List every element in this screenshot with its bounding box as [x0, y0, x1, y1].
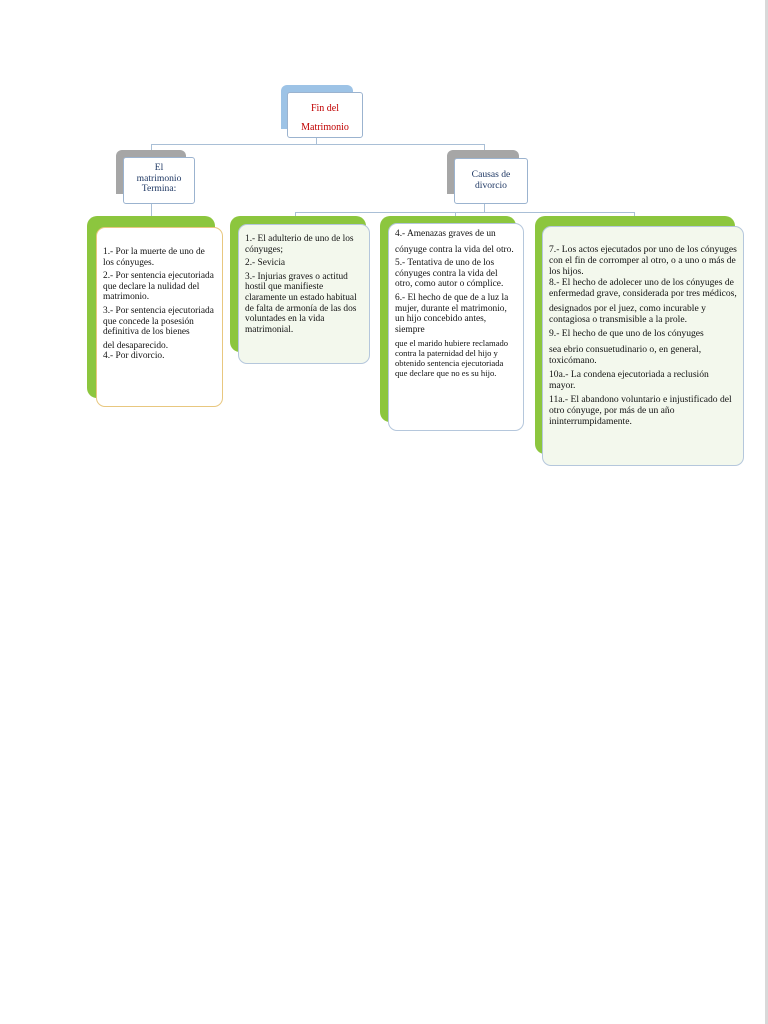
causas-box3: [542, 226, 744, 466]
causas-title-line1: Causas de: [471, 169, 511, 180]
causas-3-item-7: 7.- Los actos ejecutados por uno de los cónyuges con el fin de corromper al otro, o a uno o más de los hijos.: [549, 244, 737, 277]
causas-node: [454, 158, 528, 204]
causas-2-item-4a: 4.- Amenazas graves de un: [395, 229, 496, 239]
causas-2-item-6b: que el marido hubiere reclamado contra la paternidad del hijo y obtenido sentencia ejecutoriada que declare que no es su hijo.: [395, 338, 509, 378]
termina-box: [96, 227, 223, 407]
root-title-line1: Fin del: [310, 103, 340, 114]
termina-item-4: 4.- Por divorcio.: [103, 351, 165, 362]
causas-3-item-9b: sea ebrio consuetudinario o, en general, toxicómano.: [549, 344, 702, 366]
causas-title-line2: divorcio: [475, 180, 507, 191]
causas-3-item-10: 10a.- La condena ejecutoriada a reclusión mayor.: [549, 369, 709, 391]
connector-top-bar: [151, 144, 485, 145]
causas-box2: [388, 223, 524, 431]
root-node: [287, 92, 363, 138]
causas-2-item-5: 5.- Tentativa de uno de los cónyuges contra la vida del otro, como autor o cómplice.: [395, 258, 504, 290]
causas-2-item-6a: 6.- El hecho de que de a luz la mujer, durante el matrimonio, un hijo concebido antes, siempre: [395, 292, 509, 335]
causas-1-item-1: 1.- El adulterio de uno de los cónyuges;: [245, 234, 354, 255]
causas-3-item-8b: designados por el juez, como incurable y contagiosa o transmisible a la prole.: [549, 303, 706, 325]
causas-3-item-11: 11a.- El abandono voluntario e injustificado del otro cónyuge, por más de un año ininterrumpidamente.: [549, 394, 732, 427]
causas-3-item-8a: 8.- El hecho de adolecer uno de los cónyuges de enfermedad grave, considerada por tres médicos,: [549, 277, 737, 299]
termina-title-line3: Termina:: [141, 183, 177, 194]
causas-1-item-2: 2.- Sevicia: [245, 258, 286, 269]
termina-item-3b: del desaparecido.: [103, 340, 169, 351]
termina-item-3: 3.- Por sentencia ejecutoriada que concede la posesión definitiva de los bienes: [103, 305, 214, 338]
causas-1-item-3: 3.- Injurias graves o actitud hostil que manifieste claramente un estado habitual de falta de armonía de las dos voluntades en la vida matrimonial.: [245, 271, 357, 335]
causas-3-item-9a: 9.- El hecho de que uno de los cónyuges: [549, 328, 704, 339]
termina-node: [123, 157, 195, 204]
termina-title-line1: El: [154, 162, 164, 173]
root-title-line2: Matrimonio: [301, 122, 349, 133]
termina-item-2: 2.- Por sentencia ejecutoriada que declare la nulidad del matrimonio.: [103, 271, 214, 303]
termina-title-line2: matrimonio: [136, 172, 182, 184]
connector-causas-bar: [295, 212, 635, 213]
causas-box1: [238, 224, 370, 364]
termina-item-1: 1.- Por la muerte de uno de los cónyuges.: [103, 247, 205, 268]
causas-2-item-4b: cónyuge contra la vida del otro.: [395, 244, 514, 255]
